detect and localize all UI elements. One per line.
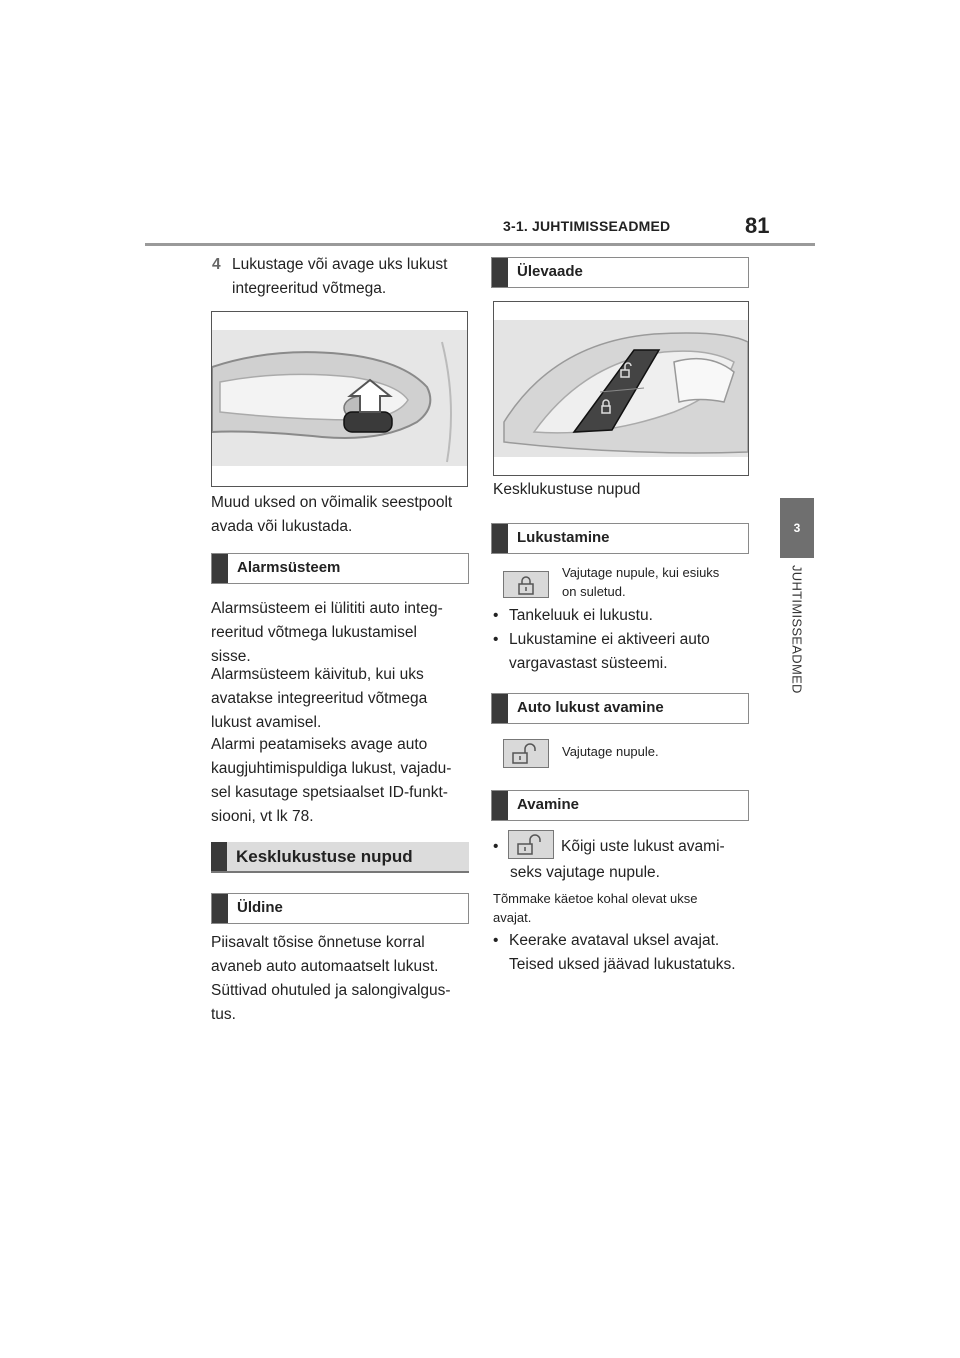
opening-bullet-marker: • (493, 838, 499, 855)
opening-bullet-text-b: seks vajutage nupule. (510, 864, 660, 881)
opening-bullet-text-a: Kõigi uste lukust avami- (561, 838, 725, 855)
overview-heading-box (491, 257, 749, 288)
alarm-heading-box (211, 553, 469, 584)
lock-open-icon (508, 830, 554, 859)
central-lock-drawing (494, 302, 748, 475)
bullet: • (493, 631, 499, 648)
page-number: 81 (745, 213, 770, 238)
unlock-heading: Auto lukust avamine (517, 699, 664, 716)
bullet-text: Tankeluuk ei lukustu. (509, 607, 653, 624)
text-line: kaugjuhtimispuldiga lukust, vajadu- (211, 760, 452, 777)
text-line: siooni, vt lk 78. (211, 808, 314, 825)
text-line: Piisavalt tõsise õnnetuse korral (211, 934, 425, 951)
bullet: • (493, 932, 499, 949)
text-line: lukust avamisel. (211, 714, 322, 731)
heading-marker (492, 258, 508, 287)
text-line: reeritud võtmega lukustamisel (211, 624, 417, 641)
heading-marker (492, 791, 508, 820)
chapter-label (782, 565, 812, 715)
text-line: Süttivad ohutuled ja salongivalgus- (211, 982, 451, 999)
opening-heading: Avamine (517, 796, 579, 813)
text-line: avaneb auto automaatselt lukust. (211, 958, 439, 975)
alarm-heading: Alarmsüsteem (237, 559, 341, 576)
text-line: avatakse integreeritud võtmega (211, 690, 428, 707)
general-paragraph (211, 931, 451, 1027)
list-item (493, 604, 753, 628)
locking-heading-box (491, 523, 749, 554)
image-caption-line2: avada või lukustada. (211, 518, 353, 535)
locking-bullets (493, 604, 753, 676)
general-heading-box (211, 893, 469, 924)
overview-heading: Ülevaade (517, 263, 583, 280)
bullet-text: Keerake avataval uksel avajat. (509, 932, 720, 949)
text-line: sisse. (211, 648, 251, 665)
image-caption-line1: Muud uksed on võimalik seestpoolt (211, 494, 453, 511)
central-locking-heading: Kesklukustuse nupud (236, 847, 413, 866)
step-text-2: integreeritud võtmega. (232, 280, 387, 297)
locking-instruction (562, 563, 719, 601)
lock-closed-icon (503, 571, 549, 598)
alarm-paragraph-2 (211, 663, 427, 735)
text-line: sel kasutage spetsiaalset ID-funkt- (211, 784, 448, 801)
step-text-1: Lukustage või avage uks lukust (232, 256, 448, 273)
heading-marker (211, 842, 227, 871)
opening-heading-box (491, 790, 749, 821)
heading-marker (212, 554, 228, 583)
text-line: on suletud. (562, 584, 626, 599)
bullet-text: Lukustamine ei aktiveeri auto (509, 631, 710, 648)
heading-marker (212, 894, 228, 923)
alarm-paragraph-1 (211, 597, 443, 669)
text-line: Alarmi peatamiseks avage auto (211, 736, 428, 753)
unlock-instruction: Vajutage nupule. (562, 744, 659, 759)
list-item (493, 628, 753, 652)
list-item-continued (493, 953, 763, 977)
lock-closed-icon-glyph (516, 575, 536, 595)
lock-open-icon-glyph (510, 743, 542, 765)
list-item-continued (493, 652, 753, 676)
text-line: Vajutage nupule, kui esiuks (562, 565, 720, 580)
locking-heading: Lukustamine (517, 529, 610, 546)
door-handle-illustration (211, 311, 468, 487)
bullet: • (493, 607, 499, 624)
overview-caption: Kesklukustuse nupud (493, 481, 641, 498)
unlock-heading-box (491, 693, 749, 724)
final-bullets (493, 929, 763, 977)
heading-marker (492, 694, 508, 723)
step-number: 4 (212, 256, 221, 273)
bullet-text: Teised uksed jäävad lukustatuks. (509, 956, 736, 973)
bullet-text: vargavastast süsteemi. (509, 655, 668, 672)
general-heading: Üldine (237, 899, 283, 916)
text-line: Tõmmake käetoe kohal olevat ukse (493, 891, 698, 906)
text-line: avajat. (493, 910, 532, 925)
text-line: Alarmsüsteem ei lülititi auto integ- (211, 600, 443, 617)
text-line: Alarmsüsteem käivitub, kui uks (211, 666, 424, 683)
section-title: 3-1. JUHTIMISSEADMED (503, 218, 671, 234)
chapter-tab: 3 (780, 498, 814, 558)
central-locking-heading-box (211, 842, 469, 873)
lock-open-icon (503, 739, 549, 768)
alarm-paragraph-3 (211, 733, 451, 829)
chapter-label-text: JUHTIMISSEADMED (789, 565, 805, 694)
pull-instruction (493, 889, 698, 927)
door-handle-drawing (212, 312, 467, 486)
header-rule (145, 243, 815, 246)
text-line: tus. (211, 1006, 236, 1023)
central-lock-buttons-illustration (493, 301, 749, 476)
heading-marker (492, 524, 508, 553)
list-item (493, 929, 763, 953)
lock-open-icon-glyph (515, 834, 547, 856)
